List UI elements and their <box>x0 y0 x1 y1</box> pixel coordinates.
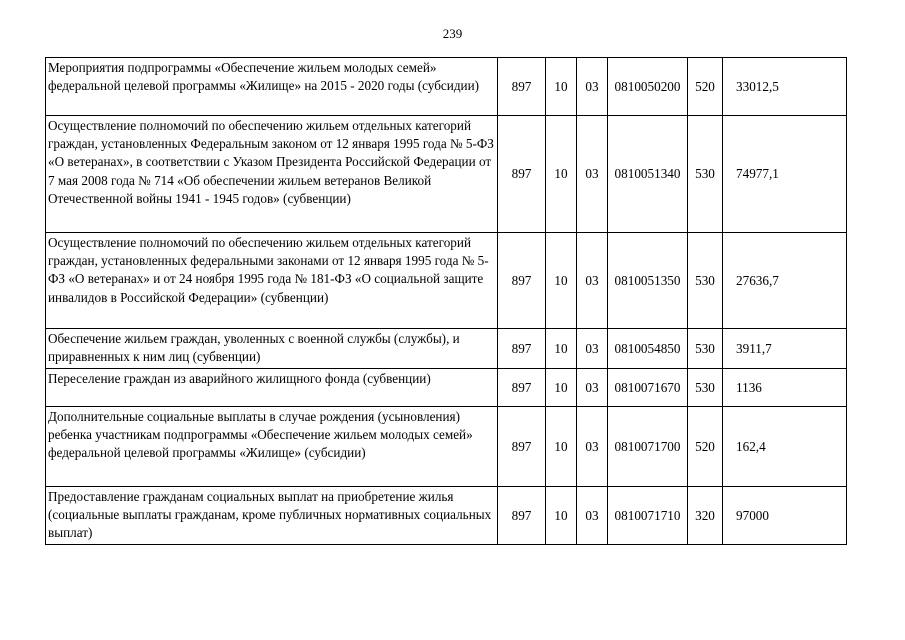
expense-type-code: 530 <box>688 116 723 233</box>
target-code: 0810050200 <box>608 58 688 116</box>
table-row <box>46 407 847 487</box>
amount: 162,4 <box>723 407 847 487</box>
subsection-code: 03 <box>577 116 608 233</box>
amount: 1136 <box>723 369 847 407</box>
table-row <box>46 116 847 233</box>
subsection-code: 03 <box>577 487 608 545</box>
ministry-code: 897 <box>498 407 546 487</box>
target-code: 0810054850 <box>608 329 688 369</box>
section-code: 10 <box>546 369 577 407</box>
row-name: Переселение граждан из аварийного жилищного фонда (субвенции) <box>46 369 498 407</box>
row-name: Обеспечение жильем граждан, уволенных с военной службы (службы), и приравненных к ним лиц (субвенции) <box>46 329 498 369</box>
row-name: Мероприятия подпрограммы «Обеспечение жильем молодых семей» федеральной целевой программы «Жилище» на 2015 - 2020 годы (субсидии) <box>46 58 498 116</box>
table-row <box>46 329 847 369</box>
section-code: 10 <box>546 407 577 487</box>
target-code: 0810071670 <box>608 369 688 407</box>
target-code: 0810051350 <box>608 233 688 329</box>
target-code: 0810051340 <box>608 116 688 233</box>
ministry-code: 897 <box>498 58 546 116</box>
ministry-code: 897 <box>498 487 546 545</box>
ministry-code: 897 <box>498 329 546 369</box>
table-row <box>46 487 847 545</box>
expense-type-code: 530 <box>688 233 723 329</box>
section-code: 10 <box>546 487 577 545</box>
page-number: 239 <box>442 26 463 41</box>
subsection-code: 03 <box>577 329 608 369</box>
ministry-code: 897 <box>498 116 546 233</box>
subsection-code: 03 <box>577 369 608 407</box>
expense-type-code: 520 <box>688 407 723 487</box>
table-row <box>46 369 847 407</box>
target-code: 0810071700 <box>608 407 688 487</box>
ministry-code: 897 <box>498 233 546 329</box>
section-code: 10 <box>546 233 577 329</box>
row-name: Осуществление полномочий по обеспечению жильем отдельных категорий граждан, установленных федеральными законами от 12 января 1995 года № 5-ФЗ «О ветеранах» и от 24 ноября 1995 года № 181-ФЗ «О социальной защите инвалидов в Российской Федерации» (субвенции) <box>46 233 498 329</box>
table-row <box>46 58 847 116</box>
section-code: 10 <box>546 58 577 116</box>
row-name: Осуществление полномочий по обеспечению жильем отдельных категорий граждан, установленных Федеральным законом от 12 января 1995 года № 5-ФЗ «О ветеранах», в соответствии с Указом Президента Российской Федерации от 7 мая 2008 года № 714 «Об обеспечении жильем ветеранов Великой Отечественной войны 1941 - 1945 годов» (субвенции) <box>46 116 498 233</box>
amount: 97000 <box>723 487 847 545</box>
expense-type-code: 520 <box>688 58 723 116</box>
section-code: 10 <box>546 116 577 233</box>
amount: 3911,7 <box>723 329 847 369</box>
target-code: 0810071710 <box>608 487 688 545</box>
subsection-code: 03 <box>577 233 608 329</box>
ministry-code: 897 <box>498 369 546 407</box>
amount: 27636,7 <box>723 233 847 329</box>
amount: 74977,1 <box>723 116 847 233</box>
expense-type-code: 530 <box>688 329 723 369</box>
expense-type-code: 320 <box>688 487 723 545</box>
section-code: 10 <box>546 329 577 369</box>
subsection-code: 03 <box>577 58 608 116</box>
table-row <box>46 233 847 329</box>
row-name: Дополнительные социальные выплаты в случае рождения (усыновления) ребенка участникам подпрограммы «Обеспечение жильем молодых семей» федеральной целевой программы «Жилище» (субсидии) <box>46 407 498 487</box>
budget-table <box>45 57 847 545</box>
expense-type-code: 530 <box>688 369 723 407</box>
row-name: Предоставление гражданам социальных выплат на приобретение жилья (социальные выплаты гражданам, кроме публичных нормативных социальных выплат) <box>46 487 498 545</box>
amount: 33012,5 <box>723 58 847 116</box>
subsection-code: 03 <box>577 407 608 487</box>
